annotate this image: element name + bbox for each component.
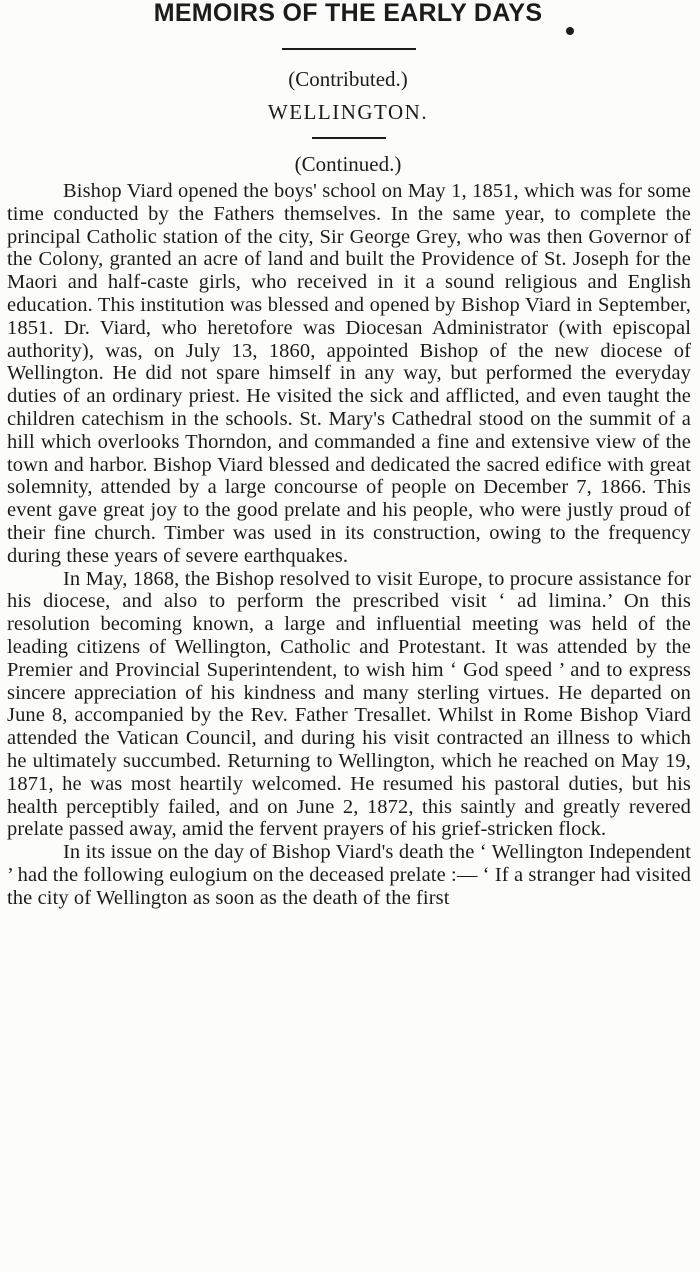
paragraph-2: In May, 1868, the Bishop resolved to visit Europe, to procure assistance for his diocese, and also to perform the prescribed visit ‘ ad limina.’ On this resolution becoming known, a large and influential meeting was held of the leading citizens of Wellington, Catholic and Protestant. It was attended by the Premier and Provincial Superintendent, to wish him ‘ God speed ’ and to express sincere appreciation of his kindness and many sterling virtues. He departed on June 8, accompanied by the Rev. Father Tresallet. Whilst in Rome Bishop Viard attended the Vatican Council, and during his visit contracted an illness to which he ultimately succumbed. Returning to Wellington, which he reached on May 19, 1871, he was most heartily welcomed. He resumed his pastoral duties, but his health perceptibly failed, and on June 2, 1872, this saintly and greatly revered prelate passed away, amid the fervent prayers of his grief-stricken flock.: [7, 567, 691, 841]
paragraph-1: Bishop Viard opened the boys' school on May 1, 1851, which was for some time conducted by the Fathers themselves. In the same year, to complete the principal Catholic station of the city, Sir George Grey, who was then Governor of the Colony, granted an acre of land and built the Providence of St. Joseph for the Maori and half-caste girls, who received in it a sound religious and English education. This institution was blessed and opened by Bishop Viard in September, 1851. Dr. Viard, who heretofore was Diocesan Administrator (with episcopal authority), was, on July 13, 1860, appointed Bishop of the new diocese of Wellington. He did not spare himself in any way, but performed the everyday duties of an ordinary priest. He visited the sick and afflicted, and even taught the children catechism in the schools. St. Mary's Cathedral stood on the summit of a hill which overlooks Thorndon, and commanded a fine and extensive view of the town and harbor. Bishop Viard blessed and dedicated the sacred edifice with great solemnity, attended by a large concourse of people on December 7, 1866. This event gave great joy to the good prelate and his people, who were justly proud of their fine church. Timber was used in its construction, owing to the frequency during these years of severe earthquakes.: [7, 180, 691, 567]
continued-label: (Continued.): [294, 152, 402, 176]
article-body: [7, 180, 691, 910]
paragraph-3: In its issue on the day of Bishop Viard's death the ‘ Wellington Independent ’ had the following eulogium on the deceased prelate :— ‘ If a stranger had visited the city of Wellington as soon as the death of the first: [7, 841, 691, 909]
ink-blot: [566, 27, 574, 35]
title-rule: [282, 48, 416, 50]
contributed-label: (Contributed.): [288, 67, 408, 91]
section-rule: [312, 137, 386, 139]
article-title: MEMOIRS OF THE EARLY DAYS: [153, 0, 543, 27]
place-heading: WELLINGTON.: [267, 100, 429, 124]
